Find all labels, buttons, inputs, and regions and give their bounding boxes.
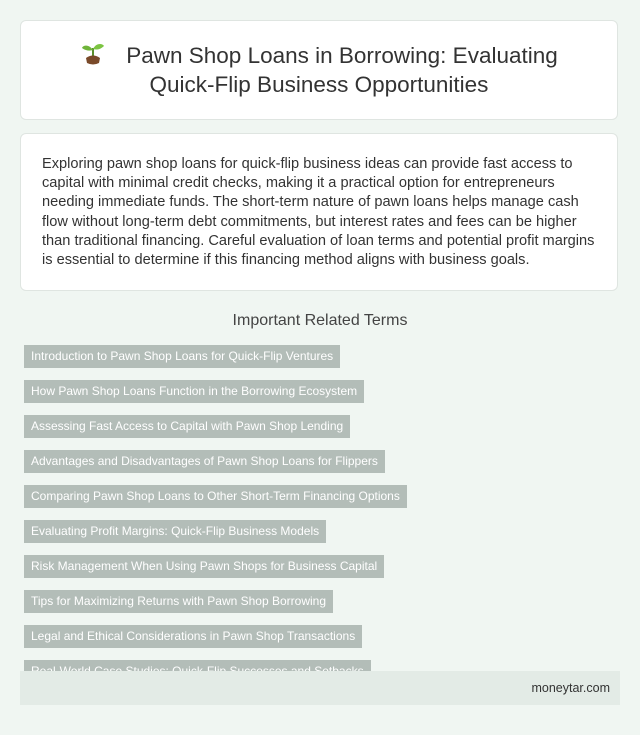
related-term-link[interactable]: Evaluating Profit Margins: Quick-Flip Business Models <box>24 520 326 543</box>
page-title: Pawn Shop Loans in Borrowing: Evaluating Quick-Flip Business Opportunities <box>126 43 558 97</box>
related-term-link[interactable]: Tips for Maximizing Returns with Pawn Shop Borrowing <box>24 590 333 613</box>
intro-paragraph: Exploring pawn shop loans for quick-flip business ideas can provide fast access to capital with minimal credit checks, making it a practical option for entrepreneurs needing immediate funds. The short-term nature of pawn loans helps manage cash flow without long-term debt commitments, but interest rates and fees can be higher than traditional financing. Careful evaluation of loan terms and potential profit margins is essential to determine if this financing method aligns with business goals. <box>42 156 595 269</box>
related-term-link[interactable]: Legal and Ethical Considerations in Pawn Shop Transactions <box>24 625 362 648</box>
related-terms-heading: Important Related Terms <box>232 312 408 329</box>
page-title-block <box>49 41 589 99</box>
related-term-link[interactable]: How Pawn Shop Loans Function in the Borrowing Ecosystem <box>24 380 364 403</box>
related-terms-list <box>24 345 614 695</box>
intro-card <box>20 133 618 291</box>
title-card <box>20 20 618 120</box>
sprout-icon <box>80 42 106 66</box>
related-term-link[interactable]: Risk Management When Using Pawn Shops for Business Capital <box>24 555 384 578</box>
related-term-link[interactable]: Comparing Pawn Shop Loans to Other Short-Term Financing Options <box>24 485 407 508</box>
footer-site-link[interactable]: moneytar.com <box>531 681 610 695</box>
related-term-link[interactable]: Advantages and Disadvantages of Pawn Shop Loans for Flippers <box>24 450 385 473</box>
footer <box>20 671 620 705</box>
related-term-link[interactable]: Assessing Fast Access to Capital with Pawn Shop Lending <box>24 415 350 438</box>
related-term-link[interactable]: Introduction to Pawn Shop Loans for Quick-Flip Ventures <box>24 345 340 368</box>
